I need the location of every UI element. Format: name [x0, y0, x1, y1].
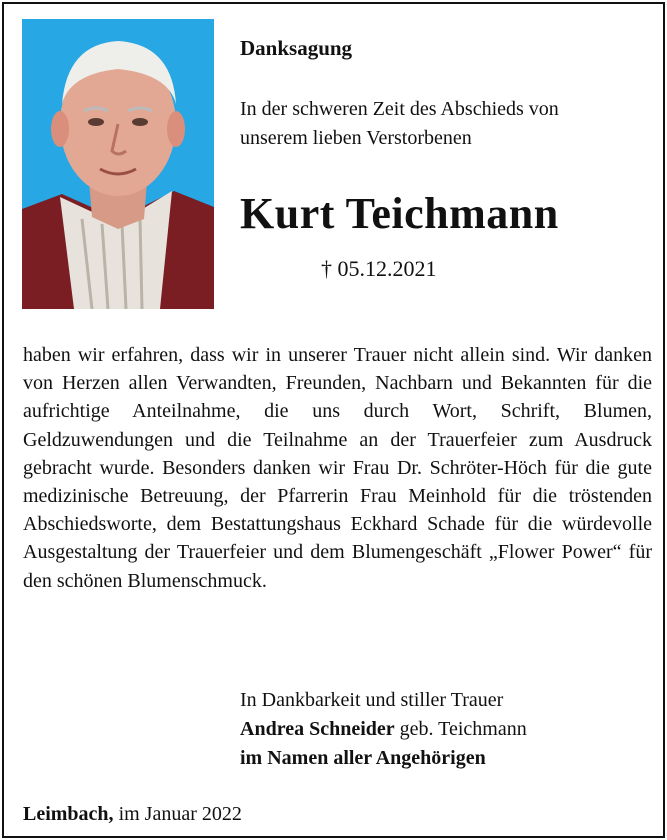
notice-frame: [2, 2, 665, 838]
family-line: [240, 744, 527, 773]
closing-line: In Dankbarkeit und stiller Trauer: [240, 689, 504, 711]
intro-line: unserem lieben Verstorbenen: [240, 127, 472, 149]
portrait-photo: [22, 19, 214, 309]
deceased-name: Kurt Teichmann: [240, 189, 559, 238]
place-date: [23, 803, 242, 826]
intro-text: [240, 95, 650, 153]
place: Leimbach,: [23, 803, 114, 825]
death-date: † 05.12.2021: [321, 256, 437, 281]
closing-block: [240, 686, 527, 773]
family-line-text: im Namen aller Angehörigen: [240, 747, 486, 769]
signer-line: [240, 715, 527, 744]
signer-maiden-name: geb. Teichmann: [394, 718, 527, 740]
date: im Januar 2022: [113, 803, 242, 825]
signer-name: Andrea Schneider: [240, 718, 395, 740]
intro-line: In der schweren Zeit des Abschieds von: [240, 98, 559, 120]
body-text: haben wir erfahren, dass wir in unserer Trauer nicht allein sind. Wir danken von Herzen allen Verwandten, Freunden, Nachbarn und Bekannten für die aufrichtige Anteilnahme, die uns durch Wort, Schrift, Blumen, Geldzuwendungen und die Teilnahme an der Trauerfeier zum Ausdruck gebracht wurde. Besonders danken wir Frau Dr. Schröter-Höch für die gute medizinische Betreuung, der Pfarrerin Frau Meinhold für die tröstenden Abschiedsworte, dem Bestattungshaus Eckhard Schade für die würdevolle Ausgestaltung der Trauerfeier und dem Blumengeschäft „Flower Power“ für den schönen Blumenschmuck.: [23, 344, 652, 592]
heading: Danksagung: [240, 36, 353, 60]
